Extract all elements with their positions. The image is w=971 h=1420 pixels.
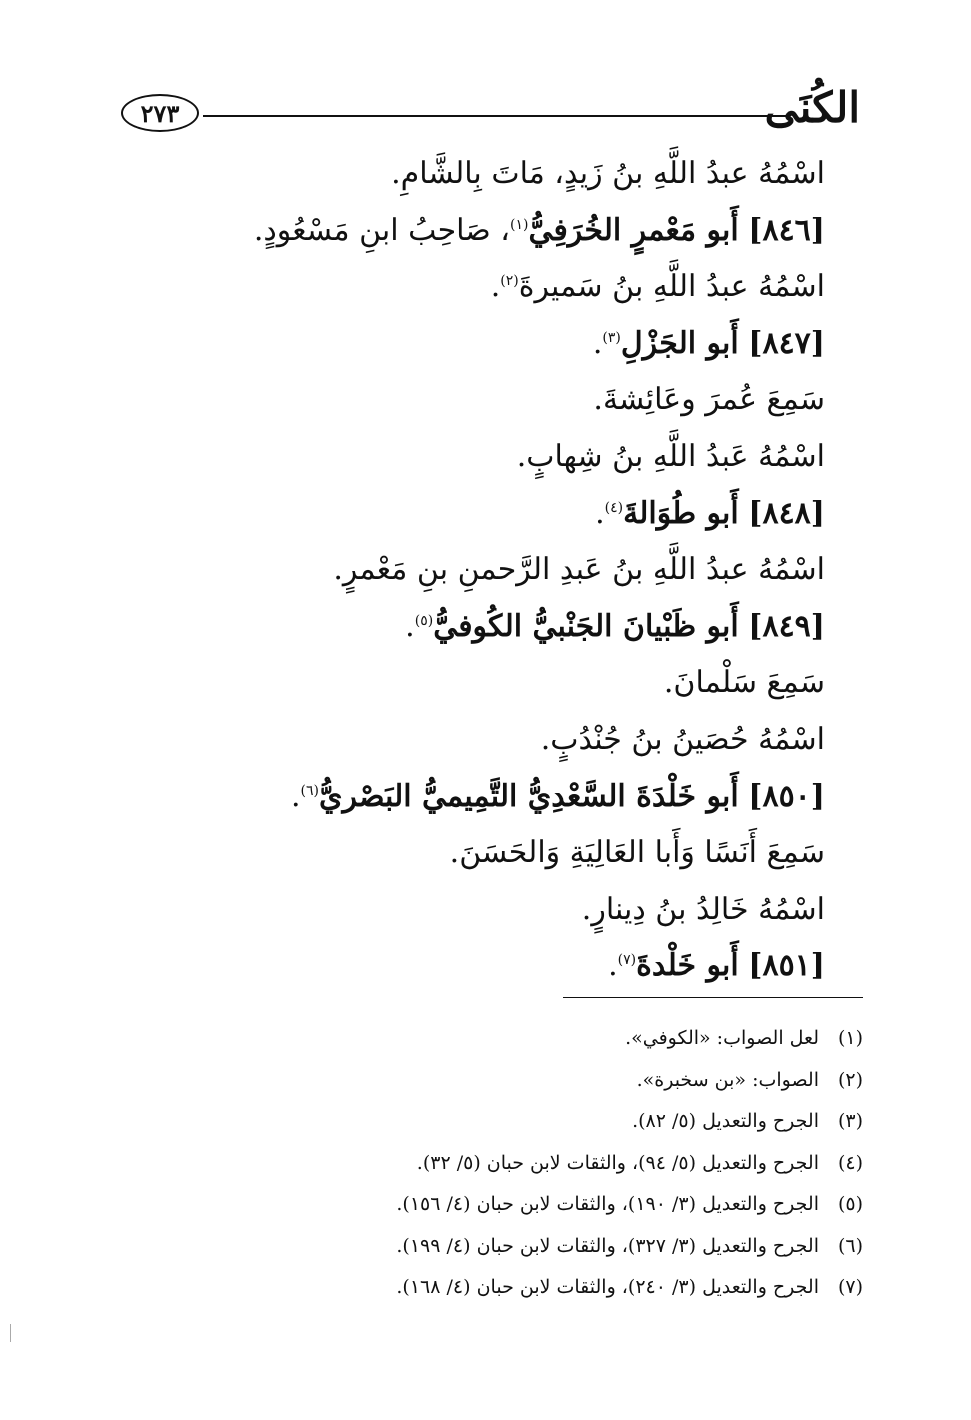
footnote-ref: (٥) xyxy=(414,612,434,629)
line-text: . xyxy=(405,608,415,644)
entry-line xyxy=(125,203,825,260)
footnote-number: (٢) xyxy=(837,1068,863,1091)
text-line xyxy=(125,655,825,712)
text-line xyxy=(125,259,825,316)
entry-number: [٨٤٧] xyxy=(748,325,825,361)
page-number-badge: ٢٧٣ xyxy=(121,94,199,132)
line-text: اسْمُهُ عبدُ اللَّهِ بنُ سَميرةَ xyxy=(518,269,825,305)
footnote-number: (٤) xyxy=(837,1151,863,1174)
footnote-text: الجرح والتعديل (٣/ ٢٤٠)، والثقات لابن حبان (٤/ ١٦٨). xyxy=(396,1276,819,1298)
line-text: اسْمُهُ عبدُ اللَّهِ بنُ زَيدٍ، مَاتَ بِالشَّامِ. xyxy=(391,156,825,191)
entry-number: [٨٤٨] xyxy=(748,495,825,531)
main-text xyxy=(125,146,825,995)
text-line xyxy=(125,429,825,486)
kunya-name: أَبو خَلْدَةَ السَّعْدِيُّ التَّمِيميُّ البَصْريُّ xyxy=(319,778,739,814)
entry-number: [٨٥٠] xyxy=(748,778,825,814)
footnote-separator xyxy=(563,997,863,998)
footnote-text: الجرح والتعديل (٣/ ٣٢٧)، والثقات لابن حبان (٤/ ١٩٩). xyxy=(396,1234,819,1257)
line-text: ، صَاحِبُ ابنِ مَسْعُودٍ. xyxy=(253,212,510,248)
entry-line xyxy=(125,486,825,543)
entry-number: [٨٤٩] xyxy=(748,608,825,644)
footnote-text: الجرح والتعديل (٣/ ١٩٠)، والثقات لابن حبان (٤/ ١٥٦). xyxy=(396,1193,819,1215)
text-line xyxy=(125,146,825,203)
text-line xyxy=(125,825,825,882)
footnote-text: الصواب: «بن سخبرة». xyxy=(636,1068,819,1091)
footnote-text: الجرح والتعديل (٥/ ٨٢). xyxy=(632,1110,819,1132)
entry-number: [٨٥١] xyxy=(748,948,825,984)
line-text: سَمِعَ سَلْمانَ. xyxy=(663,665,825,701)
line-text: اسْمُهُ عَبدُ اللَّهِ بنُ شِهابٍ. xyxy=(516,438,825,474)
footnote-ref: (١) xyxy=(509,216,529,233)
line-text: اسْمُهُ عبدُ اللَّهِ بنُ عَبدِ الرَّحمنِ بنِ مَعْمرٍ. xyxy=(333,552,825,588)
footnote-number: (٣) xyxy=(837,1110,863,1132)
footnote xyxy=(303,1226,863,1268)
line-text: سَمِعَ عُمرَ وعَائِشةَ. xyxy=(593,382,825,418)
line-text: . xyxy=(290,778,301,814)
footnote-ref: (٤) xyxy=(604,499,624,516)
entry-line xyxy=(125,769,825,826)
line-text: اسْمُهُ حُصَينُ بنُ جُنْدُبٍ. xyxy=(540,721,825,757)
text-line xyxy=(125,712,825,769)
entry-number: [٨٤٦] xyxy=(748,212,825,248)
line-tail: . xyxy=(490,269,501,305)
kunya-name: أَبو مَعْمرٍ الخُرَفِيُّ xyxy=(528,212,739,248)
footnote-ref: (٧) xyxy=(617,952,637,969)
footnote xyxy=(303,1267,863,1309)
footnote xyxy=(303,1060,863,1102)
footnote-number: (٧) xyxy=(837,1276,863,1298)
line-text: . xyxy=(595,495,605,531)
header-rule xyxy=(203,115,786,117)
page-header xyxy=(115,82,860,144)
entry-line xyxy=(125,599,825,656)
footnote-ref: (٦) xyxy=(300,782,319,799)
running-title: الكُنَى xyxy=(764,83,860,132)
kunya-name: أَبو خَلْدةَ xyxy=(636,948,739,984)
kunya-name: أَبو الجَزْلِ xyxy=(620,325,739,361)
footnote-number: (٦) xyxy=(837,1234,863,1257)
line-text: اسْمُهُ خَالِدُ بنُ دِينارٍ. xyxy=(581,891,825,927)
line-text: سَمِعَ أَنَسًا وَأَبا العَالِيَةِ وَالحَسَنَ. xyxy=(449,835,825,871)
footnote xyxy=(303,1184,863,1226)
entry-line xyxy=(125,316,825,373)
footnote xyxy=(303,1101,863,1143)
text-line xyxy=(125,882,825,939)
kunya-name: أَبو ظَبْيانَ الجَنْبيُّ الكُوفيُّ xyxy=(433,608,739,644)
margin-mark xyxy=(10,1324,11,1342)
text-line xyxy=(125,542,825,599)
footnote-ref: (٣) xyxy=(602,329,621,346)
footnotes xyxy=(303,1018,863,1309)
footnote xyxy=(303,1018,863,1060)
footnote-ref: (٢) xyxy=(500,273,519,290)
footnote-text: لعل الصواب: «الكوفي». xyxy=(625,1027,819,1049)
footnote-number: (٥) xyxy=(837,1193,863,1215)
kunya-name: أَبو طُوَالةَ xyxy=(623,495,739,531)
entry-line xyxy=(125,938,825,995)
footnote-number: (١) xyxy=(837,1027,863,1049)
text-line xyxy=(125,372,825,429)
line-text: . xyxy=(592,325,603,361)
footnote-text: الجرح والتعديل (٥/ ٩٤)، والثقات لابن حبان (٥/ ٣٢). xyxy=(416,1151,819,1174)
footnote xyxy=(303,1143,863,1185)
line-text: . xyxy=(608,948,618,984)
